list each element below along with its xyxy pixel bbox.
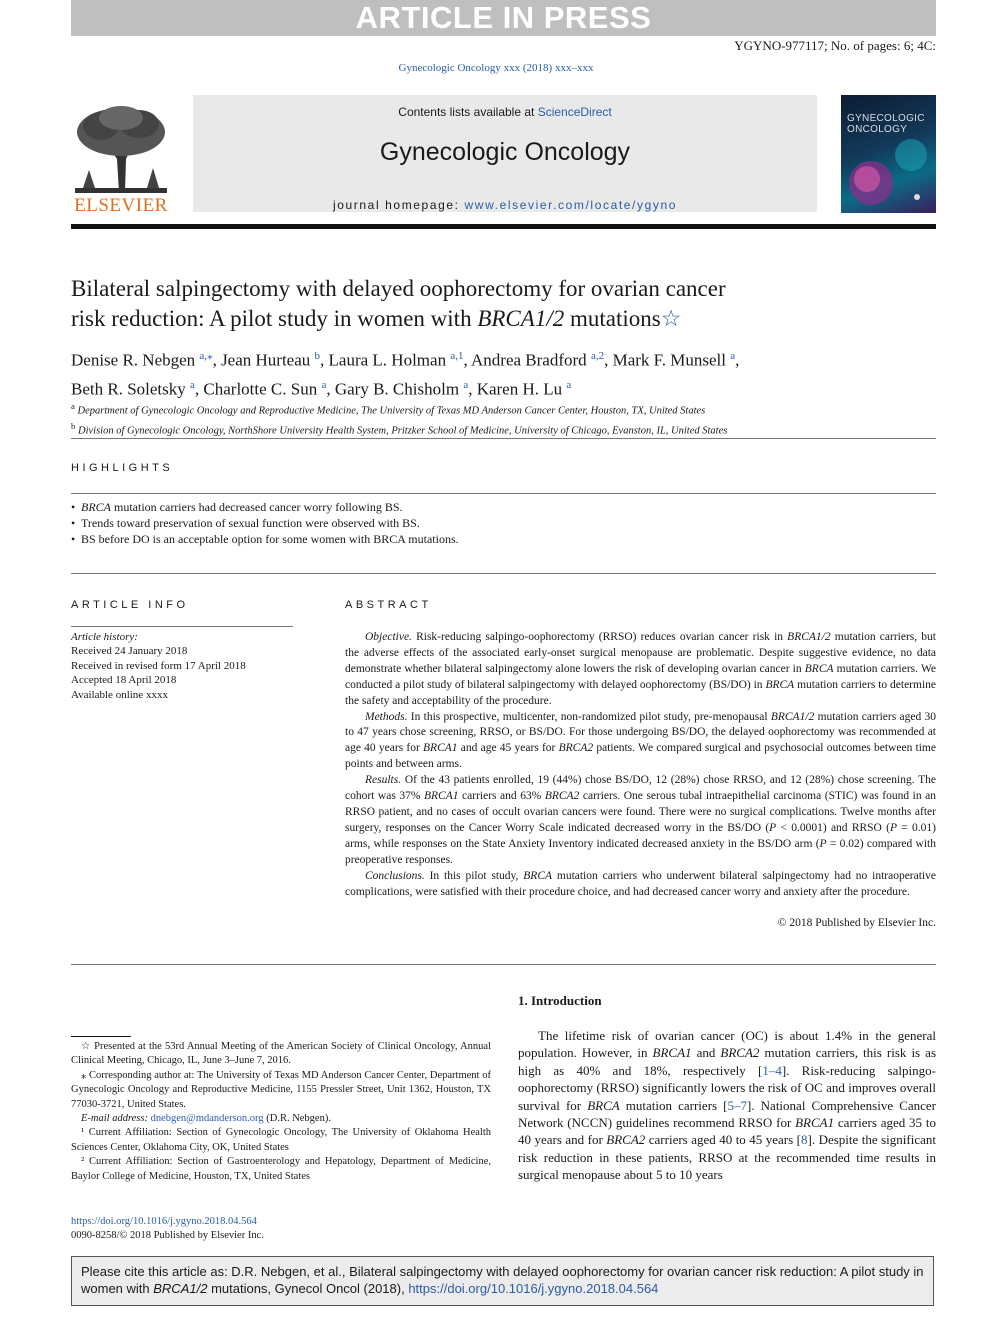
footnote-email bbox=[71, 1112, 491, 1126]
sciencedirect-link[interactable]: ScienceDirect bbox=[537, 105, 612, 119]
affiliation-mark: a bbox=[71, 401, 75, 411]
citation-doi-link[interactable]: https://doi.org/10.1016/j.ygyno.2018.04.564 bbox=[408, 1281, 659, 1296]
footnote-affiliation-1: ¹ Current Affiliation: Section of Gynecologic Oncology, The University of Oklahoma Health Sciences Center, Oklahoma City, OK, United States bbox=[71, 1127, 491, 1153]
abstract-objective bbox=[345, 630, 936, 710]
intro-text: ]. Risk-reducing salpingo-oophorectomy (RRSO) significantly lowers the risk of OC and improves overall survival for bbox=[518, 1062, 936, 1113]
author-affil-mark[interactable]: a bbox=[190, 378, 195, 391]
online-date: Available online xxxx bbox=[71, 688, 168, 701]
affiliation-a bbox=[71, 399, 936, 419]
intro-text: mutation carriers, this risk is as high as 40% and 18%, respectively [ bbox=[518, 1045, 936, 1078]
divider bbox=[71, 626, 293, 627]
divider bbox=[71, 438, 936, 439]
gene-name: BRCA1 bbox=[423, 742, 458, 755]
footnote-presented: ☆ Presented at the 53rd Annual Meeting of the American Society of Clinical Oncology, Annual Clinical Meeting, Chicago, IL, June 3–June 7, 2016. bbox=[71, 1041, 491, 1067]
abstract-text: In this pilot study, bbox=[424, 869, 524, 882]
elsevier-wordmark: ELSEVIER bbox=[74, 195, 168, 216]
issn-line: 0090-8258/© 2018 Published by Elsevier Inc. bbox=[71, 1230, 264, 1242]
author-list bbox=[71, 344, 891, 401]
abstract-heading: ABSTRACT bbox=[345, 599, 432, 611]
article-in-press-banner: ARTICLE IN PRESS bbox=[71, 0, 936, 36]
abstract-text: Risk-reducing salpingo-oophorectomy (RRSO) reduces ovarian cancer risk in bbox=[411, 631, 788, 643]
author-affil-mark[interactable]: a,1 bbox=[450, 350, 464, 362]
title-footnote-star-icon[interactable]: ☆ bbox=[660, 306, 682, 331]
gene-name: BRCA bbox=[81, 500, 111, 514]
author-affil-mark[interactable]: a bbox=[321, 378, 327, 391]
abstract-text: and age 45 years for bbox=[457, 742, 559, 755]
manuscript-ref-code: YGYNO-977117; No. of pages: 6; 4C: bbox=[734, 38, 936, 53]
gene-name: BRCA1 bbox=[652, 1045, 692, 1061]
author-name[interactable]: Charlotte C. Sun bbox=[203, 379, 318, 399]
highlight-item bbox=[71, 499, 936, 515]
intro-text: ]. Despite the significant risk reduction in these patients, RRSO at the recommended time results in surgical menopause about 5 to 10 years bbox=[518, 1132, 936, 1183]
email-link[interactable]: dnebgen@mdanderson.org bbox=[150, 1113, 264, 1125]
abstract-text: = 0.02) compared with preoperative responses. bbox=[345, 837, 936, 866]
footnote-affiliation-2: ² Current Affiliation: Section of Gastroenterology and Hepatology, Department of Medicine, Baylor College of Medicine, Houston, TX, United States bbox=[71, 1156, 491, 1182]
abstract-text: carriers. One serous tubal intraepithelial carcinoma (STIC) was found in an RRSO patient, and no cases of occult ovarian cancers were found. There were no surgical complications. Twelve months after surgery, responses on the Cancer Worry Scale indicated decreased worry in the BS/DO ( bbox=[345, 790, 937, 834]
history-label: Article history: bbox=[71, 631, 138, 643]
citation-box bbox=[71, 1256, 934, 1306]
article-info-heading: ARTICLE INFO bbox=[71, 599, 189, 611]
affiliation-b bbox=[71, 419, 936, 439]
author-affil-mark[interactable]: a bbox=[566, 378, 572, 391]
highlight-text: mutation carriers had decreased cancer worry following BS. bbox=[111, 500, 403, 514]
intro-text: carriers aged 35 to 40 years and for bbox=[518, 1115, 936, 1148]
highlight-item: • BS before DO is an acceptable option for some women with BRCA mutations. bbox=[71, 531, 936, 547]
gene-name: BRCA1/2 bbox=[770, 710, 815, 723]
author-name[interactable]: Denise R. Nebgen bbox=[71, 350, 196, 370]
author-name[interactable]: Laura L. Holman bbox=[328, 350, 447, 370]
author-affil-mark[interactable]: a bbox=[730, 350, 736, 362]
doi-block bbox=[71, 1215, 264, 1244]
author-line-2 bbox=[71, 373, 891, 402]
abstract-text: Of the 43 patients enrolled, 19 (44%) chose BS/DO, 12 (28%) chose RRSO, and 12 (28%) chose screening. The cohort was 37% bbox=[345, 774, 936, 803]
footnotes bbox=[71, 1040, 491, 1184]
author-sep: , bbox=[212, 350, 222, 370]
title-line-2 bbox=[71, 304, 831, 334]
divider bbox=[71, 573, 936, 574]
tree-logo-icon bbox=[71, 104, 171, 196]
abstract-label: Conclusions. bbox=[365, 869, 425, 882]
author-name[interactable]: Karen H. Lu bbox=[476, 379, 563, 399]
author-line-1 bbox=[71, 344, 891, 373]
cover-title bbox=[847, 113, 925, 135]
intro-text: and bbox=[691, 1045, 721, 1061]
journal-cover-image[interactable] bbox=[841, 95, 936, 213]
abstract-text: mutation carriers, but the adverse effects of the associated early-onset surgical menopause are problematic. Despite suggestive evidence, no data demonstrate whether bilateral salpingectomy alone lowers the risk of developing ovarian cancer in bbox=[345, 631, 937, 675]
p-value-symbol: P bbox=[769, 821, 777, 834]
abstract-text: mutation carriers to determine the safety and acceptability of the procedure. bbox=[345, 678, 937, 707]
cover-title-line1: GYNECOLOGIC bbox=[847, 113, 925, 124]
abstract-text: mutation carriers aged 30 to 47 years chose screening, RRSO, or BS/DO. For those undergoing BS/DO, the delayed oophorectomy was recommended at age 40 years for bbox=[345, 710, 936, 755]
reference-link[interactable]: 5–7 bbox=[727, 1097, 747, 1113]
article-title bbox=[71, 274, 831, 334]
abstract-text: carriers and 63% bbox=[458, 790, 545, 803]
author-sep: , bbox=[463, 350, 472, 370]
gene-name: BRCA2 bbox=[544, 790, 580, 803]
author-name[interactable]: Mark F. Munsell bbox=[612, 350, 726, 370]
p-value-symbol: P bbox=[889, 821, 897, 834]
abstract-body bbox=[345, 630, 936, 900]
abstract-text: patients. We compared surgical and psychosocial outcomes between time points and between arms. bbox=[345, 742, 936, 771]
doi-link[interactable]: https://doi.org/10.1016/j.ygyno.2018.04.564 bbox=[71, 1216, 257, 1227]
reference-link[interactable]: 8 bbox=[801, 1132, 808, 1148]
gene-name: BRCA1 bbox=[795, 1115, 835, 1131]
gene-name: BRCA2 bbox=[720, 1045, 760, 1061]
accepted-date: Accepted 18 April 2018 bbox=[71, 674, 177, 687]
author-affil-mark[interactable]: a bbox=[463, 378, 469, 391]
contents-prefix: Contents lists available at bbox=[398, 105, 538, 119]
footnote-rule bbox=[71, 1036, 131, 1037]
abstract-text: mutation carriers. We conducted a pilot study of bilateral salpingectomy with delayed oophorectomy (BS/DO) in bbox=[345, 662, 936, 691]
journal-homepage bbox=[193, 198, 817, 212]
title-text: risk reduction: A pilot study in women with bbox=[71, 306, 478, 331]
intro-text: The lifetime risk of ovarian cancer (OC) is about 1.4% in the general population. However, in bbox=[518, 1028, 936, 1061]
abstract-label: Results. bbox=[365, 774, 402, 787]
intro-text: mutation carriers [ bbox=[619, 1097, 728, 1113]
divider bbox=[71, 493, 936, 494]
author-sep: , bbox=[604, 350, 613, 370]
corresponding-author-icon[interactable]: ⁎ bbox=[207, 350, 213, 362]
homepage-label: journal homepage: bbox=[332, 198, 465, 212]
gene-name: BRCA bbox=[765, 678, 795, 691]
abstract-copyright: © 2018 Published by Elsevier Inc. bbox=[777, 917, 936, 929]
homepage-link[interactable]: www.elsevier.com/locate/ygyno bbox=[464, 198, 678, 212]
introduction-body bbox=[518, 1027, 936, 1184]
abstract-label: Methods. bbox=[365, 710, 408, 723]
received-date: Received 24 January 2018 bbox=[71, 645, 188, 658]
author-affil-mark[interactable]: a, bbox=[199, 350, 208, 362]
gene-name: BRCA bbox=[587, 1097, 620, 1113]
affiliation-text: Division of Gynecologic Oncology, NorthShore University Health System, Pritzker School of Medicine, University of Chicago, Evanston, IL, United States bbox=[78, 425, 728, 436]
abstract-methods bbox=[345, 710, 936, 774]
p-value-symbol: P bbox=[819, 837, 827, 850]
email-owner: (D.R. Nebgen). bbox=[263, 1113, 331, 1125]
abstract-text: mutation carriers who underwent bilateral salpingectomy had no intraoperative complications, were satisfied with their procedure choice, and had decreased cancer worry and anxiety after the procedure. bbox=[345, 869, 936, 898]
introduction-heading: 1. Introduction bbox=[518, 993, 602, 1008]
highlight-item: • Trends toward preservation of sexual function were observed with BS. bbox=[71, 515, 936, 531]
author-affil-mark[interactable]: b bbox=[314, 350, 321, 362]
author-sep: , bbox=[468, 379, 477, 399]
abstract-text: < 0.0001) and RRSO ( bbox=[776, 821, 890, 834]
intro-text: carriers aged 40 to 45 years [ bbox=[645, 1132, 802, 1148]
affiliation-mark: b bbox=[71, 420, 76, 431]
author-sep: , bbox=[194, 379, 204, 399]
gene-name: BRCA2 bbox=[606, 1132, 646, 1148]
abstract-text: In this prospective, multicenter, non-randomized pilot study, pre-menopausal bbox=[407, 710, 771, 723]
affiliations bbox=[71, 399, 936, 438]
revised-date: Received in revised form 17 April 2018 bbox=[71, 659, 246, 672]
reference-link[interactable]: 1–4 bbox=[762, 1062, 782, 1078]
gene-name: BRCA bbox=[804, 662, 834, 675]
gene-name: BRCA bbox=[523, 869, 553, 882]
highlights-list bbox=[71, 499, 936, 547]
author-sep: , bbox=[326, 379, 335, 399]
affiliation-text: Department of Gynecologic Oncology and Reproductive Medicine, The University of Texas MD Anderson Cancer Center, Houston, TX, United States bbox=[77, 405, 706, 417]
title-line-1: Bilateral salpingectomy with delayed oophorectomy for ovarian cancer bbox=[71, 276, 726, 301]
author-name[interactable]: Beth R. Soletsky bbox=[71, 379, 186, 399]
introduction-paragraph bbox=[518, 1027, 936, 1184]
author-name[interactable]: Jean Hurteau bbox=[221, 350, 311, 370]
gene-name: BRCA1/2 bbox=[787, 631, 831, 643]
author-name[interactable]: Andrea Bradford bbox=[471, 350, 587, 370]
contents-line bbox=[193, 105, 817, 119]
divider bbox=[71, 964, 936, 965]
cover-title-line2: ONCOLOGY bbox=[847, 124, 908, 135]
citation-text: mutations, Gynecol Oncol (2018), bbox=[207, 1281, 409, 1296]
author-name[interactable]: Gary B. Chisholm bbox=[334, 379, 460, 399]
abstract-conclusions bbox=[345, 869, 936, 901]
title-text-end: mutations bbox=[564, 306, 661, 331]
title-gene: BRCA1/2 bbox=[477, 306, 565, 331]
abstract-results bbox=[345, 773, 936, 868]
citation-text: Please cite this article as: D.R. Nebgen, et al., Bilateral salpingectomy with delayed oophorectomy for ovarian cancer risk reduction: A pilot study in women with bbox=[81, 1264, 924, 1296]
footnote-corresponding: ⁎ Corresponding author at: The University of Texas MD Anderson Cancer Center, Department of Gynecologic Oncology and Reproductive Medicine, 1155 Pressler Street, Unit 1362, Houston, TX 77030-3721, United States. bbox=[71, 1069, 491, 1110]
article-history bbox=[71, 630, 293, 702]
email-label: E-mail address: bbox=[81, 1113, 151, 1125]
cover-art-icon bbox=[841, 135, 936, 213]
gene-name: BRCA1/2 bbox=[153, 1281, 208, 1296]
gene-name: BRCA2 bbox=[558, 742, 594, 755]
journal-title: Gynecologic Oncology bbox=[379, 138, 631, 166]
author-sep: , bbox=[320, 350, 329, 370]
author-sep: , bbox=[735, 350, 740, 370]
masthead-rule bbox=[71, 224, 936, 229]
intro-text: ]. National Comprehensive Cancer Network (NCCN) guidelines recommend RRSO for bbox=[518, 1097, 937, 1131]
author-affil-mark[interactable]: a,2 bbox=[590, 350, 605, 362]
highlights-heading: HIGHLIGHTS bbox=[71, 462, 174, 474]
gene-name: BRCA1 bbox=[423, 790, 459, 803]
abstract-text: = 0.01) arms, while responses on the State Anxiety Inventory indicated decreased anxiety in the BS/DO arm ( bbox=[345, 821, 936, 850]
journal-citation-line[interactable]: Gynecologic Oncology xxx (2018) xxx–xxx bbox=[398, 62, 594, 74]
abstract-label: Objective. bbox=[365, 631, 412, 643]
